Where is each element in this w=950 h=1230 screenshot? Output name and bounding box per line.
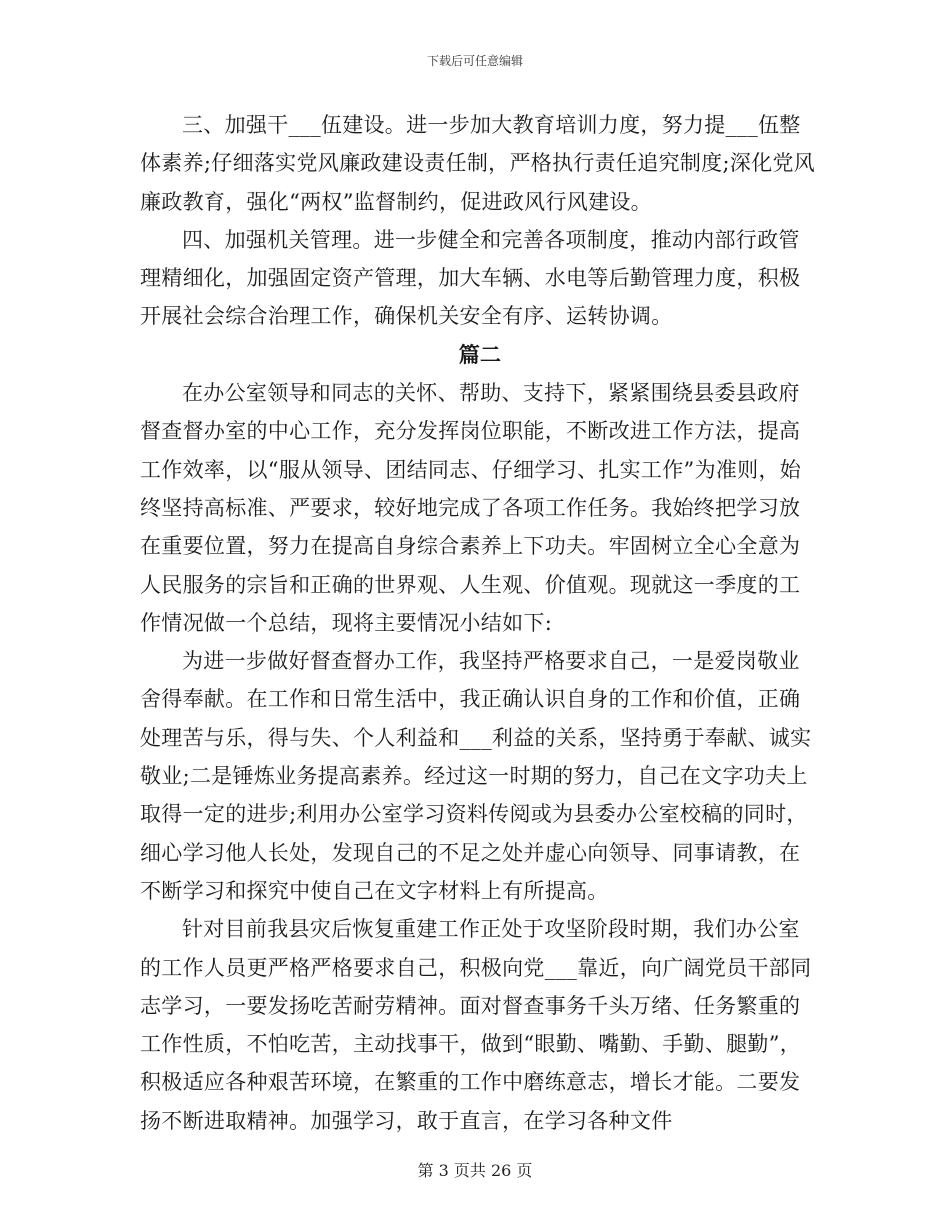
paragraph-team-building: 三、加强干___伍建设。进一步加大教育培训力度，努力提___伍整体素养;仔细落实党风廉政建设责任制，严格执行责任追究制度;深化党风廉政教育，强化“两权”监督制约，促进政风行风建设。 (140, 113, 816, 214)
paragraph-office-management: 四、加强机关管理。进一步健全和完善各项制度，推动内部行政管理精细化，加强固定资产管理，加大车辆、水电等后勤管理力度，积极开展社会综合治理工作，确保机关安全有序、运转协调。 (140, 227, 801, 329)
page-number-footer: 第 3 页共 26 页 (417, 1161, 533, 1180)
document-body (140, 106, 820, 1140)
section-title: 篇二 (458, 341, 502, 367)
paragraph-self-requirement: 为进一步做好督查督办工作，我坚持严格要求自己，一是爱岗敬业舍得奉献。在工作和日常生活中，我正确认识自身的工作和价值，正确处理苦与乐，得与失、个人利益和___利益的关系，坚持勇于奉献、诚实敬业;二是锤炼业务提高素养。经过这一时期的努力，自己在文字功夫上取得一定的进步;利用办公室学习资料传阅或为县委办公室校稿的同时，细心学习他人长处，发现自己的不足之处并虚心向领导、同事请教，在不断学习和探究中使自己在文字材料上有所提高。 (140, 649, 812, 903)
paragraph-introduction: 在办公室领导和同志的关怀、帮助、支持下，紧紧围绕县委县政府督查督办室的中心工作，充分发挥岗位职能，不断改进工作方法，提高工作效率，以“服从领导、团结同志、仔细学习、扎实工作”为准则，始终坚持高标准、严要求，较好地完成了各项工作任务。我始终把学习放在重要位置，努力在提高自身综合素养上下功夫。牢固树立全心全意为人民服务的宗旨和正确的世界观、人生观、价值观。现就这一季度的工作情况做一个总结，现将主要情况小结如下: (140, 381, 802, 635)
page-header: 下载后可任意编辑 (426, 54, 523, 68)
paragraph-reconstruction: 针对目前我县灾后恢复重建工作正处于攻坚阶段时期，我们办公室的工作人员更严格严格要求自己，积极向党___靠近，向广阔党员干部同志学习，一要发扬吃苦耐劳精神。面对督查事务千头万绪、任务繁重的工作性质，不怕吃苦，主动找事干，做到“眼勤、嘴勤、手勤、腿勤”，积极适应各种艰苦环境，在繁重的工作中磨练意志，增长才能。二要发扬不断进取精神。加强学习，敢于直言，在学习各种文件 (140, 917, 812, 1133)
